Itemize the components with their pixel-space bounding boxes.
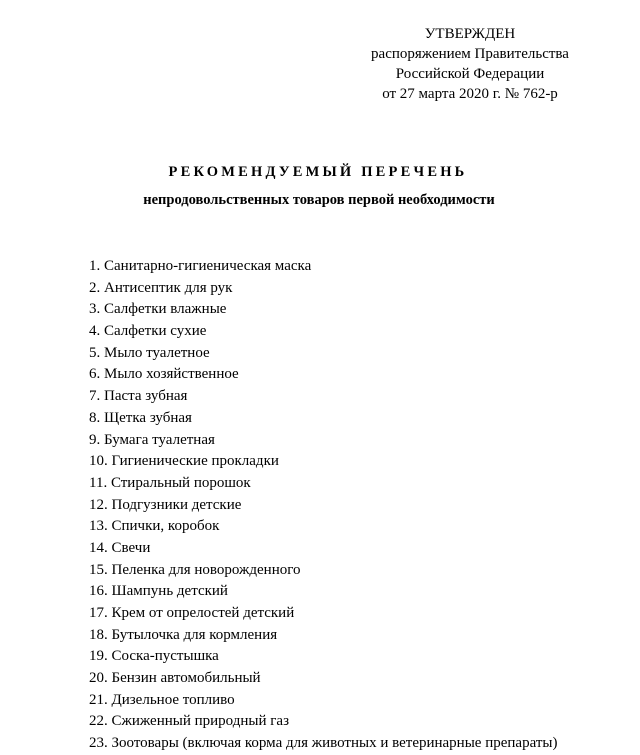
list-item: 6. Мыло хозяйственное — [89, 366, 239, 383]
list-item: 4. Салфетки сухие — [89, 323, 207, 340]
goods-list — [89, 256, 557, 755]
approval-country: Российской Федерации — [395, 66, 545, 82]
list-item: 13. Спички, коробок — [89, 518, 220, 535]
document-subtitle: непродовольственных товаров первой необходимости — [143, 192, 495, 208]
list-item: 15. Пеленка для новорожденного — [89, 561, 301, 578]
list-item: 7. Паста зубная — [89, 388, 188, 405]
document-title: РЕКОМЕНДУЕМЫЙ ПЕРЕЧЕНЬ — [168, 164, 468, 180]
list-item: 11. Стиральный порошок — [89, 474, 251, 491]
list-item: 16. Шампунь детский — [89, 583, 228, 600]
approval-date-number: от 27 марта 2020 г. № 762-р — [382, 86, 558, 102]
list-item: 21. Дизельное топливо — [89, 691, 235, 708]
list-item: 1. Санитарно-гигиеническая маска — [89, 258, 312, 274]
list-item: 23. Зоотовары (включая корма для животных и ветеринарные препараты) — [89, 735, 558, 752]
list-item: 20. Бензин автомобильный — [89, 670, 261, 687]
list-item: 5. Мыло туалетное — [89, 344, 210, 361]
list-item: 17. Крем от опрелостей детский — [89, 605, 295, 621]
list-item: 22. Сжиженный природный газ — [89, 713, 290, 730]
list-item: 19. Соска-пустышка — [89, 648, 219, 665]
document-heading — [0, 162, 640, 210]
list-item: 14. Свечи — [89, 539, 151, 556]
approval-authority: распоряжением Правительства — [371, 46, 569, 62]
list-item: 3. Салфетки влажные — [89, 301, 227, 318]
approval-heading: УТВЕРЖДЕН — [424, 26, 516, 42]
list-item: 12. Подгузники детские — [89, 496, 242, 513]
list-item: 10. Гигиенические прокладки — [89, 453, 279, 470]
list-item: 8. Щетка зубная — [89, 409, 192, 426]
list-item: 9. Бумага туалетная — [89, 431, 215, 448]
approval-stamp — [330, 24, 610, 104]
list-item: 2. Антисептик для рук — [89, 279, 233, 296]
list-item: 18. Бутылочка для кормления — [89, 626, 278, 643]
